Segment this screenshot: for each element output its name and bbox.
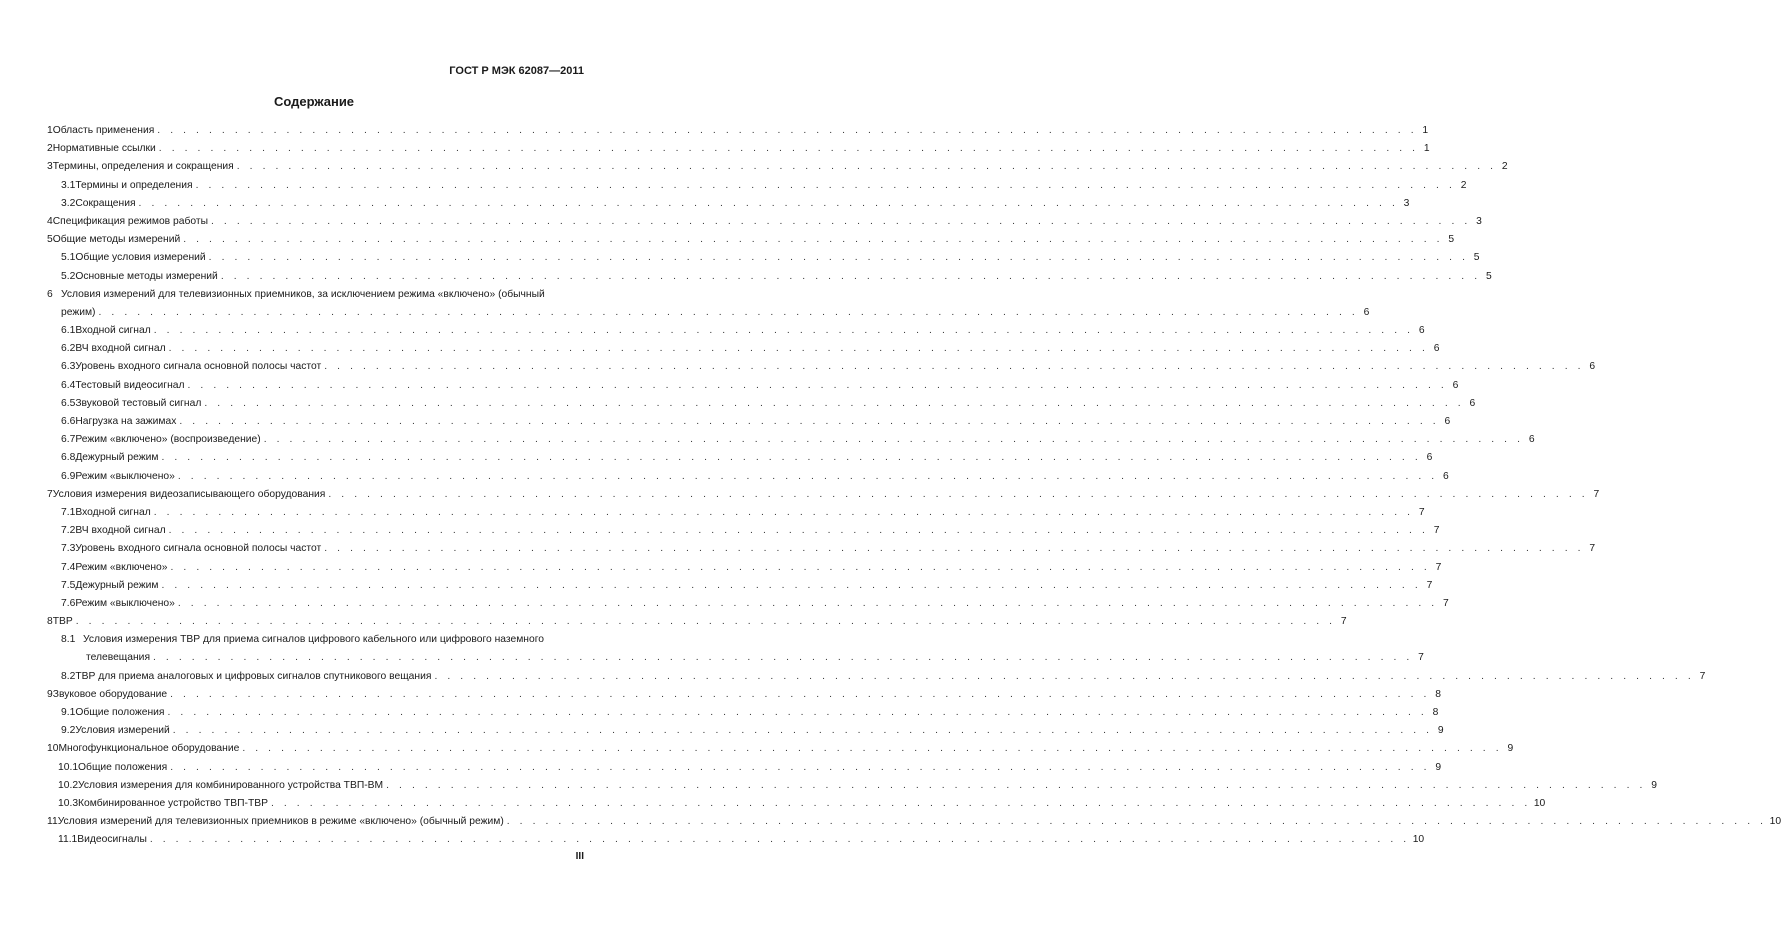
- toc-page: 6: [1363, 306, 1370, 318]
- toc-page: 7: [1340, 616, 1347, 628]
- toc-page: 5: [1448, 234, 1455, 246]
- toc-title: Основные методы измерений: [75, 270, 218, 282]
- dot-leader: [161, 449, 1421, 467]
- toc-number: 1: [47, 125, 53, 136]
- toc-number: 6.7: [61, 434, 76, 446]
- dot-leader: [324, 540, 1584, 558]
- toc-number: 4: [47, 215, 53, 227]
- toc-number: 6.8: [61, 452, 76, 464]
- toc-title: Режим «выключено»: [75, 597, 175, 609]
- toc-number: 5: [47, 234, 53, 246]
- toc-page: 5: [1485, 270, 1492, 282]
- toc-title: Условия измерений: [75, 725, 170, 737]
- toc-title: Нагрузка на зажимах: [75, 416, 177, 427]
- toc-entry: [47, 559, 1442, 577]
- toc-page: 9: [1651, 779, 1657, 791]
- dot-leader: [221, 268, 1481, 286]
- toc-entry: [47, 395, 1476, 413]
- toc-page: 6: [1426, 452, 1433, 464]
- toc-title: Тестовый видеосигнал: [75, 379, 185, 391]
- toc-title: Многофункциональное оборудование: [58, 743, 240, 755]
- toc-number: 6.9: [61, 470, 76, 482]
- toc-entry: [47, 322, 1425, 340]
- dot-leader: [237, 158, 1497, 176]
- toc-entry: [47, 577, 1433, 595]
- toc-number: 7: [47, 488, 53, 500]
- dot-leader: [328, 486, 1588, 504]
- toc-page: 6: [1418, 325, 1425, 337]
- toc-entry: [47, 631, 584, 649]
- toc-number: 8.1: [61, 634, 76, 646]
- toc-entry: [47, 595, 1449, 613]
- toc-title: Условия измерения видеозаписывающего оборудования: [52, 488, 326, 500]
- dot-leader: [169, 340, 1429, 358]
- toc-entry: [47, 158, 1508, 176]
- toc-page: 8: [1435, 688, 1441, 700]
- toc-title: Термины и определения: [75, 179, 193, 191]
- dot-leader: [76, 613, 1336, 631]
- toc-page: 9: [1435, 761, 1442, 773]
- toc-page: 6: [1469, 397, 1476, 409]
- toc-page: 6: [1528, 434, 1535, 446]
- toc-title: Сокращения: [75, 197, 136, 209]
- toc-title-continued: режим): [61, 306, 96, 318]
- dot-leader: [386, 777, 1646, 795]
- dot-leader: [271, 795, 1531, 813]
- toc-entry-continuation: [47, 649, 1424, 667]
- toc-title: Входной сигнал: [75, 506, 151, 518]
- toc-page: 7: [1418, 652, 1424, 664]
- toc-number: 5.2: [61, 270, 76, 282]
- toc-number: 7.5: [61, 579, 76, 591]
- toc-title: Уровень входного сигнала основной полосы частот: [75, 543, 322, 555]
- toc-title: Общие условия измерений: [75, 252, 206, 264]
- toc-number: 2: [47, 143, 53, 155]
- toc-page: 3: [1476, 215, 1482, 227]
- toc-entry: [47, 358, 1596, 376]
- toc-entry: [47, 449, 1433, 467]
- toc-number: 10.1: [58, 761, 79, 773]
- toc-page: 10: [1533, 797, 1546, 809]
- toc-page: 7: [1435, 561, 1442, 573]
- dot-leader: [179, 413, 1439, 431]
- toc-page: 10: [1769, 816, 1781, 828]
- dot-leader: [168, 704, 1428, 722]
- toc-entry: [47, 468, 1449, 486]
- toc-number: 10.2: [58, 779, 79, 791]
- toc-title: Общие положения: [75, 707, 165, 718]
- table-of-contents: [47, 122, 1781, 850]
- toc-entry: [47, 340, 1440, 358]
- dot-leader: [171, 559, 1431, 577]
- toc-entry: [47, 249, 1480, 267]
- dot-leader: [209, 249, 1469, 267]
- toc-title: ВЧ входной сигнал: [75, 525, 166, 537]
- dot-leader: [204, 395, 1464, 413]
- toc-title: Область применения: [52, 125, 155, 136]
- toc-page: 7: [1418, 506, 1425, 518]
- toc-page: 2: [1460, 179, 1467, 191]
- toc-page: 6: [1443, 470, 1449, 482]
- toc-entry: [47, 740, 1514, 758]
- toc-title: Входной сигнал: [75, 325, 151, 337]
- toc-number: 9: [47, 688, 53, 700]
- dot-leader: [139, 195, 1399, 213]
- toc-page: 7: [1443, 597, 1449, 609]
- toc-page: 7: [1426, 579, 1433, 591]
- toc-number: 11.1: [58, 834, 78, 846]
- toc-entry: [47, 177, 1467, 195]
- toc-entry: [47, 668, 1706, 686]
- dot-leader: [173, 722, 1433, 740]
- toc-title: Нормативные ссылки: [52, 143, 156, 155]
- toc-number: 8.2: [61, 670, 76, 682]
- toc-entry-continuation: [47, 304, 1370, 322]
- dot-leader: [170, 759, 1430, 777]
- toc-number: 7.1: [61, 506, 76, 518]
- dot-leader: [183, 231, 1443, 249]
- toc-number: 6.5: [61, 397, 76, 409]
- toc-title: Звуковой тестовый сигнал: [75, 397, 202, 409]
- dot-leader: [507, 813, 1767, 831]
- dot-leader: [170, 686, 1430, 704]
- toc-page: 3: [1403, 197, 1410, 209]
- toc-entry: [47, 613, 1347, 631]
- dot-leader: [178, 468, 1438, 486]
- toc-title: Комбинированное устройство ТВП-ТВР: [78, 797, 268, 809]
- toc-number: 3.1: [61, 179, 76, 191]
- dot-leader: [434, 668, 1694, 686]
- toc-number: 8: [47, 616, 53, 628]
- toc-title: ТВР для приема аналоговых и цифровых сигналов спутникового вещания: [75, 670, 432, 682]
- dot-leader: [188, 377, 1448, 395]
- toc-entry: [47, 377, 1459, 395]
- toc-entry: [47, 759, 1442, 777]
- toc-title: Дежурный режим: [75, 452, 159, 464]
- toc-page: 7: [1589, 543, 1596, 555]
- toc-number: 3: [47, 161, 53, 173]
- dot-leader: [196, 177, 1456, 195]
- toc-entry: [47, 686, 1441, 704]
- dot-leader: [99, 304, 1359, 322]
- toc-title: Звуковое оборудование: [52, 688, 168, 700]
- toc-title: Режим «включено» (воспроизведение): [75, 434, 261, 446]
- toc-number: 6.3: [61, 361, 76, 373]
- toc-title: Общие положения: [78, 761, 168, 773]
- toc-title: ТВР: [52, 616, 73, 628]
- toc-page: 10: [1412, 834, 1425, 846]
- toc-entry: [47, 213, 1482, 231]
- toc-entry: [47, 486, 1600, 504]
- toc-title: Общие методы измерений: [52, 234, 181, 246]
- dot-leader: [157, 122, 1417, 140]
- toc-entry: [47, 795, 1546, 813]
- toc-number: 9.1: [61, 707, 76, 718]
- dot-leader: [154, 322, 1414, 340]
- toc-number: 6.1: [61, 325, 76, 337]
- toc-page: 6: [1589, 361, 1596, 373]
- toc-title: Условия измерения ТВР для приема сигналов цифрового кабельного или цифрового наземного: [83, 634, 544, 646]
- toc-page: 1: [1423, 143, 1430, 155]
- page-title: Содержание: [273, 94, 355, 109]
- toc-page: 9: [1507, 743, 1514, 755]
- toc-page: 6: [1433, 343, 1440, 355]
- toc-title: Режим «выключено»: [75, 470, 175, 482]
- toc-page: 1: [1422, 125, 1429, 136]
- toc-number: 6.4: [61, 379, 76, 391]
- toc-page: 5: [1473, 252, 1480, 264]
- toc-entry: [47, 268, 1492, 286]
- toc-page: 6: [1444, 416, 1451, 427]
- toc-number: 7.3: [61, 543, 76, 555]
- toc-entry: [47, 122, 1429, 140]
- toc-number: 7.2: [61, 525, 76, 537]
- toc-number: 3.2: [61, 197, 76, 209]
- dot-leader: [153, 649, 1413, 667]
- toc-page: 7: [1433, 525, 1440, 537]
- toc-entry: [47, 286, 584, 304]
- toc-page: 9: [1437, 725, 1444, 737]
- toc-title: ВЧ входной сигнал: [75, 343, 166, 355]
- dot-leader: [169, 522, 1429, 540]
- toc-number: 10: [47, 743, 59, 755]
- toc-title: Условия измерений для телевизионных приемников в режиме «включено» (обычный режим): [57, 816, 504, 828]
- toc-number: 7.6: [61, 597, 76, 609]
- toc-entry: [47, 813, 1781, 831]
- page-number: III: [575, 851, 584, 862]
- toc-number: 6: [47, 288, 53, 300]
- toc-title: Дежурный режим: [75, 579, 159, 591]
- toc-entry: [47, 831, 1425, 849]
- toc-number: 7.4: [61, 561, 76, 573]
- toc-entry: [47, 777, 1657, 795]
- toc-number: 10.3: [58, 797, 79, 809]
- toc-entry: [47, 704, 1439, 722]
- dot-leader: [150, 831, 1410, 849]
- dot-leader: [178, 595, 1438, 613]
- dot-leader: [324, 358, 1584, 376]
- dot-leader: [242, 740, 1502, 758]
- toc-title-continued: телевещания: [86, 652, 151, 664]
- toc-page: 7: [1699, 670, 1706, 682]
- toc-number: 9.2: [61, 725, 76, 737]
- toc-title: Уровень входного сигнала основной полосы частот: [75, 361, 322, 373]
- toc-entry: [47, 540, 1596, 558]
- toc-title: Термины, определения и сокращения: [52, 161, 234, 173]
- toc-number: 6.6: [61, 416, 76, 427]
- toc-page: 7: [1593, 488, 1600, 500]
- document-header: ГОСТ Р МЭК 62087—2011: [449, 65, 584, 77]
- toc-title: Условия измерения для комбинированного устройства ТВП-ВМ: [78, 779, 384, 791]
- dot-leader: [154, 504, 1414, 522]
- toc-entry: [47, 522, 1440, 540]
- toc-entry: [47, 431, 1535, 449]
- toc-number: 6.2: [61, 343, 76, 355]
- dot-leader: [211, 213, 1471, 231]
- toc-page: 6: [1452, 379, 1459, 391]
- toc-title: Режим «включено»: [75, 561, 168, 573]
- toc-entry: [47, 140, 1430, 158]
- toc-title: Видеосигналы: [77, 834, 147, 846]
- toc-entry: [47, 722, 1444, 740]
- toc-entry: [47, 195, 1410, 213]
- toc-number: 11: [47, 816, 58, 828]
- toc-page: 2: [1501, 161, 1508, 173]
- dot-leader: [264, 431, 1524, 449]
- toc-entry: [47, 231, 1455, 249]
- dot-leader: [159, 140, 1419, 158]
- toc-entry: [47, 504, 1425, 522]
- toc-title: Спецификация режимов работы: [52, 215, 208, 227]
- toc-number: 5.1: [61, 252, 76, 264]
- toc-page: 8: [1432, 707, 1439, 718]
- toc-entry: [47, 413, 1451, 431]
- toc-title: Условия измерений для телевизионных приемников, за исключением режима «включено» (обычный: [61, 288, 545, 300]
- dot-leader: [161, 577, 1421, 595]
